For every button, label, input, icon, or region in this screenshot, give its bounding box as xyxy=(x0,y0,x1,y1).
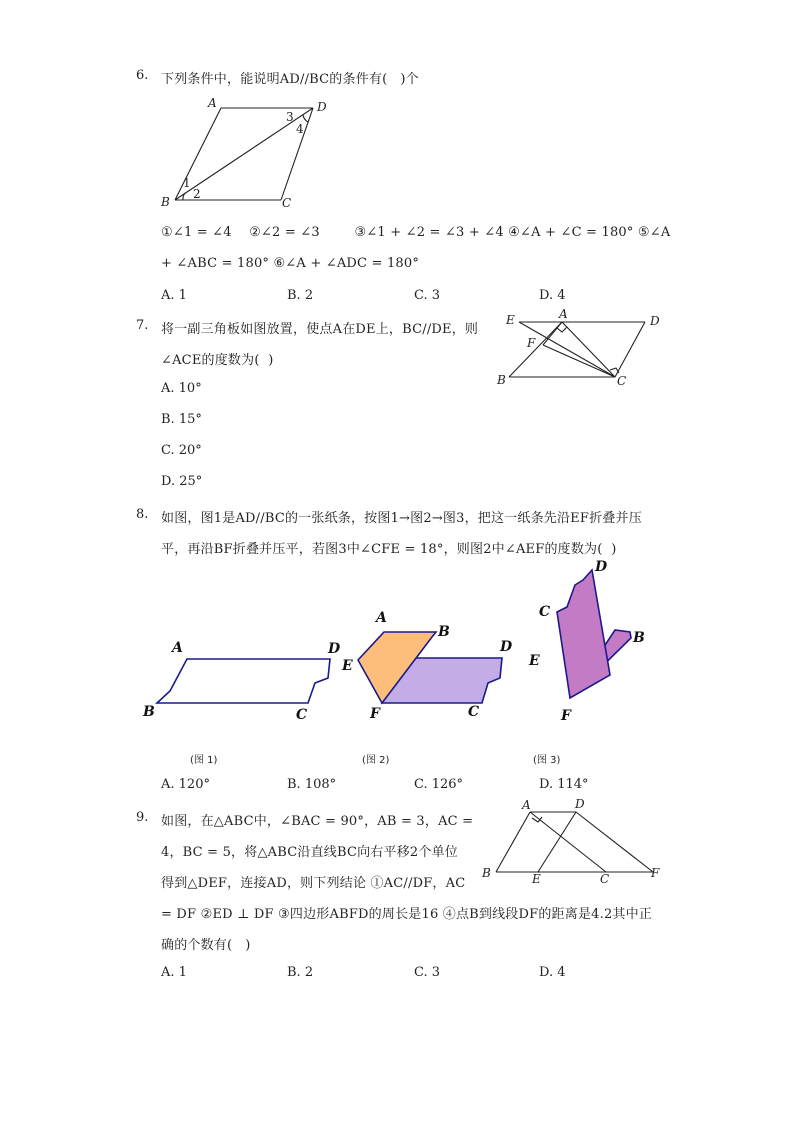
q9-label-d: D xyxy=(575,797,585,811)
q8-fig3-label-f: F xyxy=(561,708,571,724)
q6-label-d: D xyxy=(317,100,327,114)
q7-stem-line1: 将一副三角板如图放置，使点A在DE上，BC//DE，则 xyxy=(161,322,479,337)
q6-angle-4: 4 xyxy=(296,122,304,136)
q7-triangle-ruler-figure xyxy=(495,306,670,391)
q9-option-c[interactable]: C. 3 xyxy=(414,965,441,980)
q8-figure-2 xyxy=(338,605,523,725)
q8-caption-1: (图 1) xyxy=(190,755,218,766)
q7-label-e: E xyxy=(506,313,515,327)
q8-number: 8. xyxy=(136,507,149,522)
q8-fig2-label-e: E xyxy=(342,658,353,674)
q9-label-c: C xyxy=(600,872,610,886)
q6-angle-3: 3 xyxy=(286,110,294,124)
q6-parallelogram-figure xyxy=(155,95,335,213)
q8-fig1-label-b: B xyxy=(143,704,155,720)
q7-label-c: C xyxy=(617,374,627,388)
q6-label-b: B xyxy=(161,195,170,209)
q8-fig2-label-c: C xyxy=(468,704,480,720)
q8-fig3-label-e: E xyxy=(529,653,540,669)
q8-option-c[interactable]: C. 126° xyxy=(414,777,464,792)
q7-option-b[interactable]: B. 15° xyxy=(161,412,202,427)
q8-caption-3: (图 3) xyxy=(533,755,561,766)
q9-option-a[interactable]: A. 1 xyxy=(161,965,187,980)
q8-fig2-label-b: B xyxy=(438,624,450,640)
q6-angle-1: 1 xyxy=(183,176,191,190)
q8-fig3-label-b: B xyxy=(633,630,645,646)
q8-fig2-label-a: A xyxy=(376,610,387,626)
q6-stem: 下列条件中，能说明AD//BC的条件有( )个 xyxy=(161,72,419,87)
q7-label-a: A xyxy=(559,307,568,321)
q9-label-a: A xyxy=(522,798,531,812)
q8-fig1-label-a: A xyxy=(172,640,183,656)
q6-conditions-line2: + ∠ABC = 180° ⑥∠A + ∠ADC = 180° xyxy=(161,256,420,271)
q8-fig1-label-c: C xyxy=(296,707,308,723)
q6-conditions-line1: ①∠1 = ∠4 ②∠2 = ∠3 ③∠1 + ∠2 = ∠3 + ∠4 ④∠A + ∠C = 180° ⑤∠A xyxy=(161,225,671,240)
q9-translation-figure xyxy=(478,795,668,890)
q6-option-d[interactable]: D. 4 xyxy=(539,288,566,303)
q8-fig3-label-d: D xyxy=(595,560,608,575)
q7-option-a[interactable]: A. 10° xyxy=(161,381,202,396)
q9-line4: = DF ②ED ⊥ DF ③四边形ABFD的周长是16 ④点B到线段DF的距离是4.2其中正 xyxy=(161,907,653,922)
q8-fig2-label-d: D xyxy=(500,639,513,655)
q8-option-b[interactable]: B. 108° xyxy=(287,777,337,792)
q8-stem-line2: 平，再沿BF折叠并压平，若图3中∠CFE = 18°，则图2中∠AEF的度数为( ) xyxy=(161,542,617,557)
q8-fig3-label-c: C xyxy=(539,604,551,620)
q7-label-d: D xyxy=(650,314,660,328)
q9-option-b[interactable]: B. 2 xyxy=(287,965,314,980)
q9-option-d[interactable]: D. 4 xyxy=(539,965,566,980)
q7-label-f: F xyxy=(527,336,536,350)
q9-line2: 4，BC = 5，将△ABC沿直线BC向右平移2个单位 xyxy=(161,845,458,860)
q9-label-f: F xyxy=(651,866,660,880)
q6-option-c[interactable]: C. 3 xyxy=(414,288,441,303)
q9-line1: 如图，在△ABC中，∠BAC = 90°，AB = 3，AC = xyxy=(161,814,474,829)
q8-figure-3 xyxy=(525,560,660,725)
q7-option-c[interactable]: C. 20° xyxy=(161,443,202,458)
q8-stem-line1: 如图，图1是AD//BC的一张纸条，按图1→图2→图3，把这一纸条先沿EF折叠并压 xyxy=(161,511,642,526)
q9-label-e: E xyxy=(532,872,541,886)
q6-label-c: C xyxy=(282,196,292,210)
q6-option-a[interactable]: A. 1 xyxy=(161,288,187,303)
q6-angle-2: 2 xyxy=(193,187,201,201)
q8-caption-2: (图 2) xyxy=(362,755,390,766)
q7-label-b: B xyxy=(497,373,506,387)
q9-number: 9. xyxy=(136,810,149,825)
q9-line5: 确的个数有( ) xyxy=(161,938,251,953)
q8-option-a[interactable]: A. 120° xyxy=(161,777,210,792)
q9-line3: 得到△DEF，连接AD，则下列结论 ①AC//DF，AC xyxy=(161,876,466,891)
q8-option-d[interactable]: D. 114° xyxy=(539,777,589,792)
q6-number: 6. xyxy=(136,68,149,83)
q7-option-d[interactable]: D. 25° xyxy=(161,474,203,489)
q6-option-b[interactable]: B. 2 xyxy=(287,288,314,303)
q7-stem-line2: ∠ACE的度数为( ) xyxy=(161,353,274,368)
q7-number: 7. xyxy=(136,318,149,333)
q9-label-b: B xyxy=(482,866,491,880)
q8-figure-1 xyxy=(140,635,345,725)
q8-fig2-label-f: F xyxy=(370,706,380,722)
q8-fig1-label-d: D xyxy=(328,641,341,657)
q6-label-a: A xyxy=(208,96,217,110)
